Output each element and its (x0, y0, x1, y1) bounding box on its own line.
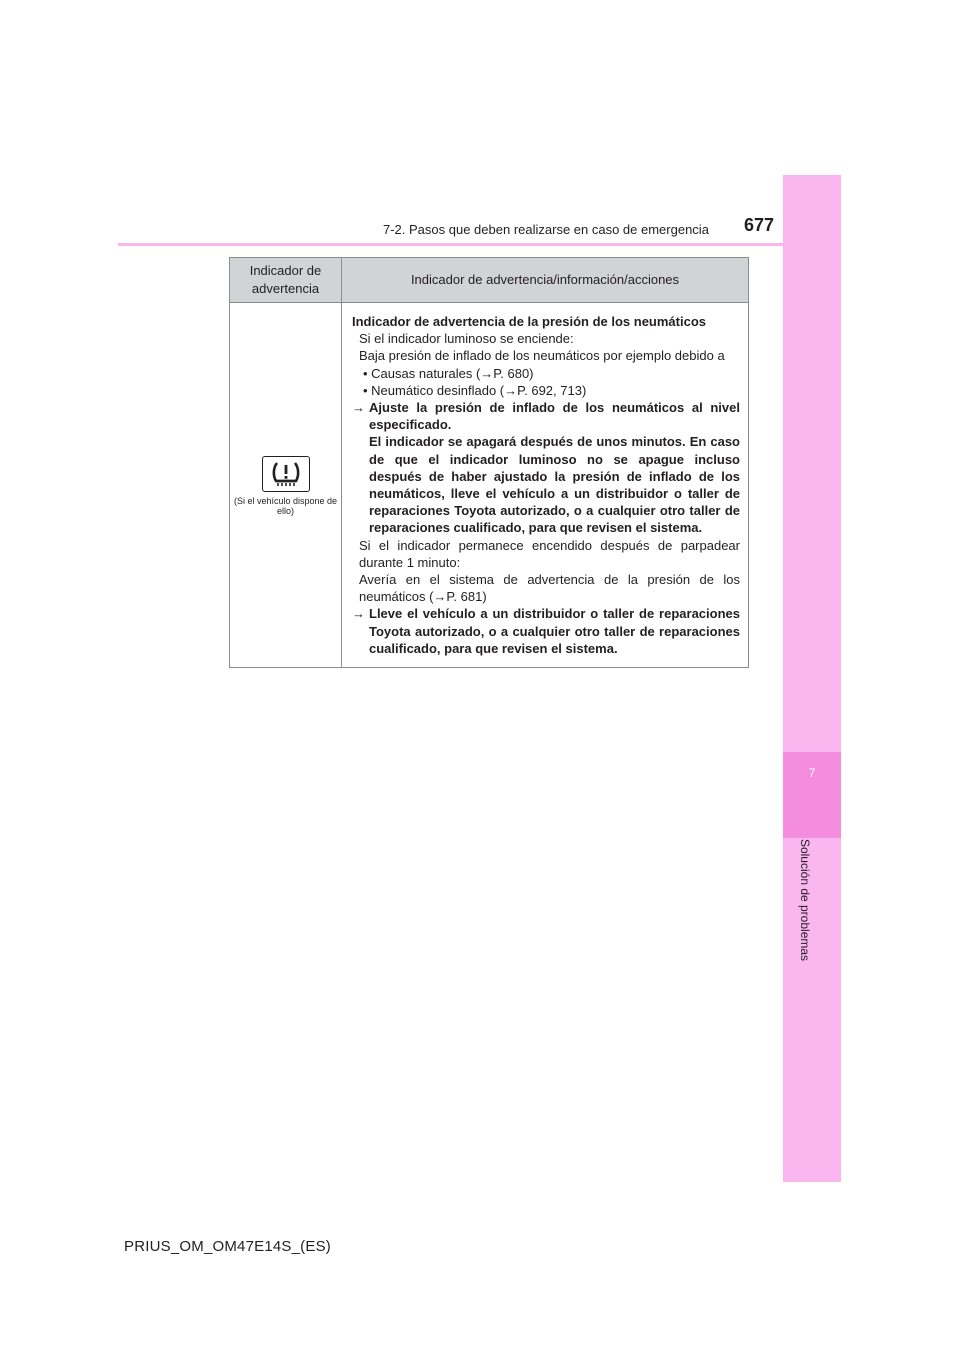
cause-text: Avería en el sistema de advertencia de la presión de los neumáticos (→P. 681) (359, 572, 740, 605)
warning-table (229, 257, 749, 668)
indicator-cell (230, 303, 342, 668)
chapter-number: 7 (808, 766, 816, 780)
action-item (352, 399, 740, 537)
side-tab-active-chapter (783, 752, 841, 838)
cause-text: Baja presión de inflado de los neumáticos por ejemplo debido a (359, 348, 725, 364)
header-rule (118, 243, 841, 246)
list-item: • Causas naturales (→P. 680) (363, 365, 534, 381)
list-item: • Neumático desinflado (→P. 692, 713) (363, 382, 587, 398)
side-tab (783, 175, 841, 1182)
icon-caption: (Si el vehículo dispone de ello) (233, 496, 338, 517)
condition-text: Si el indicador permanece encendido después de parpadear durante 1 minuto: (359, 537, 740, 570)
chapter-label: Solución de problemas (798, 838, 812, 962)
action-item (352, 605, 740, 657)
tire-pressure-icon-graphic (263, 457, 309, 491)
action-text: Ajuste la presión de inflado de los neumáticos al nivel especificado. (369, 400, 740, 433)
arrow-icon: → (352, 606, 365, 622)
section-title: 7-2. Pasos que deben realizarse en caso de emergencia (383, 222, 709, 237)
condition-text: Si el indicador luminoso se enciende: (359, 331, 574, 347)
table-header-indicator: Indicador de advertencia (230, 258, 342, 303)
action-text: Lleve el vehículo a un distribuidor o taller de reparaciones Toyota autorizado, o a cualquier otro taller de reparaciones cualificado, para que revisen el sistema. (369, 606, 740, 656)
table-header-actions: Indicador de advertencia/información/acciones (342, 258, 749, 303)
document-code: PRIUS_OM_OM47E14S_(ES) (124, 1238, 331, 1255)
arrow-icon: → (352, 400, 365, 416)
actions-cell (342, 303, 749, 668)
table-row (230, 303, 749, 668)
action-note: El indicador se apagará después de unos minutos. En caso de que el indicador luminoso no se apague incluso después de haber ajustado la presión de inflado de los neumáticos, lleve el vehículo a un distribuidor o taller de reparaciones Toyota autorizado, o a cualquier otro taller de reparaciones cualificado, para que revisen el sistema. (369, 434, 740, 536)
warning-title: Indicador de advertencia de la presión de los neumáticos (352, 314, 706, 329)
table-header-row (230, 258, 749, 303)
page-number: 677 (744, 215, 775, 235)
tire-pressure-warning-icon (262, 456, 310, 492)
